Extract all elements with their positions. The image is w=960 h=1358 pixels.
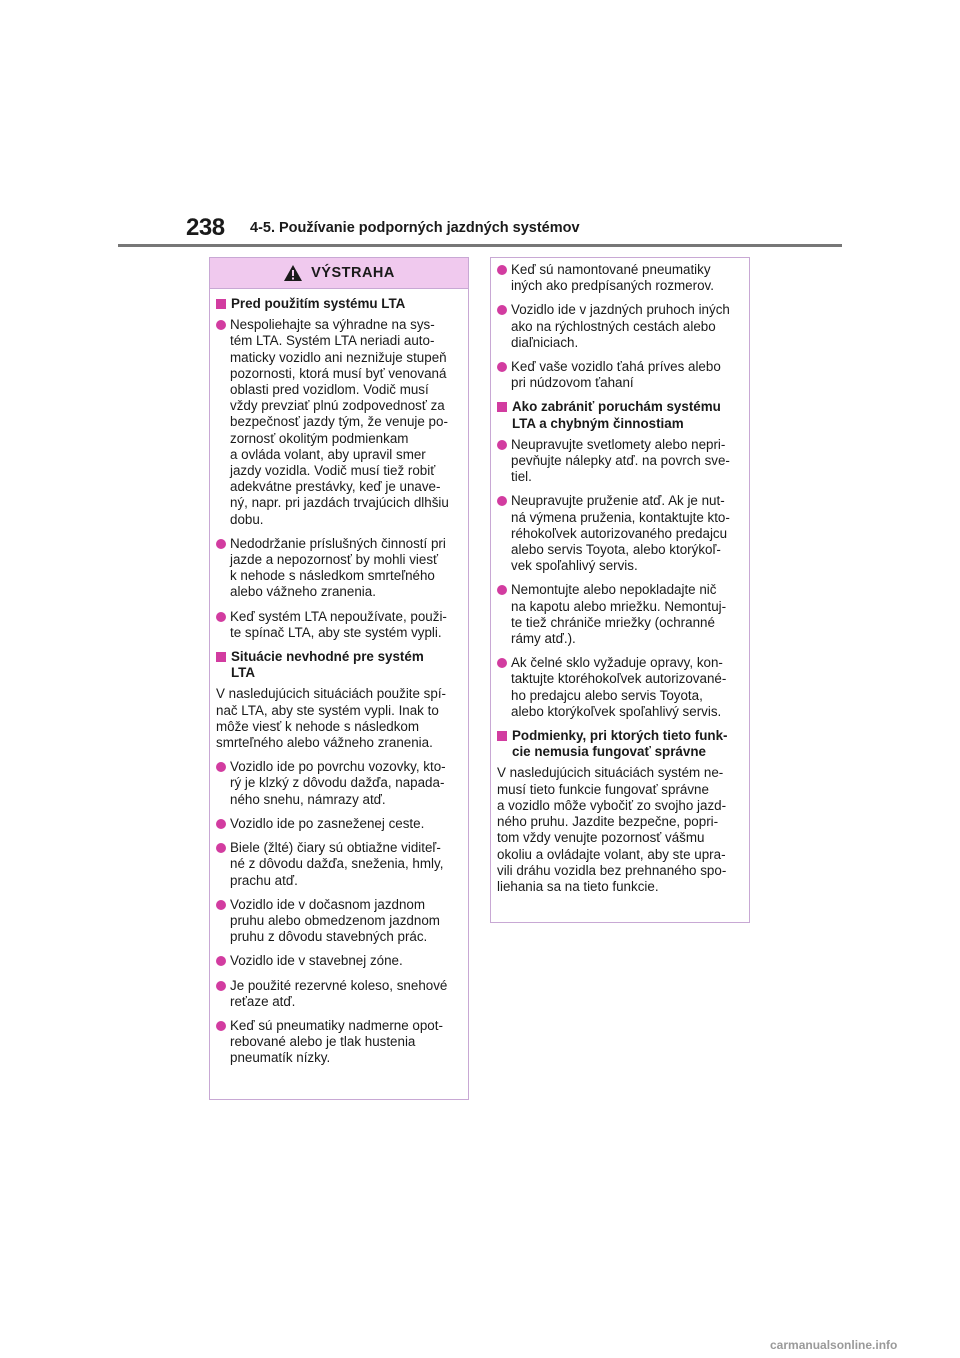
text-line: Keď systém LTA nepoužívate, použi- [230, 608, 447, 624]
paragraph [497, 765, 743, 895]
text-line: adekvátne prestávky, keď je unave- [230, 479, 441, 495]
circle-bullet-icon [497, 362, 507, 372]
text-line: tom vždy venujte pozornosť vášmu [497, 830, 705, 846]
bullet-item [216, 536, 462, 601]
text-line: ako na rýchlostných cestách alebo [511, 318, 716, 334]
warning-box-continued [490, 257, 750, 923]
text-line: alebo servis Toyota, alebo ktorýkoľ- [511, 542, 721, 558]
text-line: okoliu a ovládajte volant, aby ste upra- [497, 846, 726, 862]
text-line: jazdy vozidla. Vodič musí tiež robiť [230, 463, 436, 479]
warning-triangle-icon [283, 264, 303, 282]
text-line: taktujte ktoréhokoľvek autorizované- [511, 671, 727, 687]
text-line: alebo ktorýkoľvek spoľahlivý servis. [511, 703, 722, 719]
page-number: 238 [186, 214, 225, 241]
warning-header [210, 258, 468, 289]
text-line: te spínač LTA, aby ste systém vypli. [230, 624, 442, 640]
bullet-item [497, 302, 743, 351]
text-line: bezpečnosť jazdy tým, že venuje po- [230, 414, 448, 430]
text-line: vždy prevziať plnú zodpovednosť za [230, 398, 445, 414]
warning-title: VÝSTRAHA [311, 265, 395, 281]
text-line: te tiež chrániče mriežky (ochranné [511, 614, 715, 630]
circle-bullet-icon [497, 440, 507, 450]
bullet-item [216, 1018, 462, 1067]
bullet-item [216, 759, 462, 808]
bullet-item [216, 897, 462, 946]
text-line: rý je klzký z dôvodu dažďa, napada- [230, 775, 445, 791]
text-line: Keď sú pneumatiky nadmerne opot- [230, 1017, 443, 1033]
bullet-item [216, 953, 462, 969]
text-line: vek spoľahlivý servis. [511, 558, 638, 574]
text-line: zornosť okolitým podmienkam [230, 430, 409, 446]
text-line: dobu. [230, 511, 264, 527]
text-line: Keď vaše vozidlo ťahá príves alebo [511, 359, 721, 375]
text-line: né z dôvodu dažďa, sneženia, hmly, [230, 856, 444, 872]
text-line: rebované alebo je tlak hustenia [230, 1034, 416, 1050]
text-line: Keď sú namontované pneumatiky [511, 262, 711, 277]
circle-bullet-icon [216, 612, 226, 622]
section-heading [497, 399, 743, 431]
warning-content-right [491, 258, 749, 895]
text-line: pruhu alebo obmedzenom jazdnom [230, 912, 440, 928]
text-line: pozornosti, ktorá musí byť venovaná [230, 365, 447, 381]
text-line: ná výmena pruženia, kontaktujte kto- [511, 509, 730, 525]
text-line: a vozidlo môže vybočiť zo svojho jazd- [497, 797, 727, 813]
text-line: Biele (žlté) čiary sú obtiažne viditeľ- [230, 840, 441, 856]
square-bullet-icon [497, 402, 507, 412]
circle-bullet-icon [216, 762, 226, 772]
text-line: pruhu z dôvodu stavebných prác. [230, 929, 428, 945]
circle-bullet-icon [216, 320, 226, 330]
circle-bullet-icon [216, 900, 226, 910]
square-bullet-icon [216, 299, 226, 309]
text-line: ného snehu, námrazy atď. [230, 791, 386, 807]
text-line: nač LTA, aby ste systém vypli. Inak to [216, 702, 439, 718]
text-line: reťaze atď. [230, 993, 296, 1009]
text-line: liehania sa na tieto funkcie. [497, 878, 659, 894]
circle-bullet-icon [216, 981, 226, 991]
text-line: ného pruhu. Jazdite bezpečne, popri- [497, 814, 719, 830]
circle-bullet-icon [216, 1021, 226, 1031]
text-line: ný, napr. pri jazdách trvajúcich dlhšiu [230, 495, 449, 511]
section-heading [497, 728, 743, 760]
text-line: maticky vozidlo ani neznižuje stupeň [230, 349, 447, 365]
text-line: a ovláda volant, aby upravil smer [230, 446, 426, 462]
text-line: Ako zabrániť poruchám systému [512, 399, 721, 415]
text-line: smrteľného alebo vážneho zranenia. [216, 735, 433, 751]
bullet-item [497, 493, 743, 574]
circle-bullet-icon [216, 843, 226, 853]
text-line: vili dráhu vozidla bez prehnaného spo- [497, 862, 727, 878]
text-line: Nemontujte alebo nepokladajte nič [511, 582, 717, 598]
circle-bullet-icon [216, 539, 226, 549]
text-line: rámy atď.). [511, 631, 576, 647]
text-line: pevňujte nálepky atď. na povrch sve- [511, 453, 730, 469]
bullet-item [497, 655, 743, 720]
text-line: Vozidlo ide po zasneženej ceste. [230, 815, 425, 831]
text-line: diaľniciach. [511, 334, 579, 350]
bullet-item [497, 359, 743, 391]
text-line: pri núdzovom ťahaní [511, 375, 634, 391]
text-line: Vozidlo ide v stavebnej zóne. [230, 953, 403, 969]
bullet-item [497, 437, 743, 486]
text-line: k nehode s následkom smrteľného [230, 568, 435, 584]
text-line: Podmienky, pri ktorých tieto funk- [512, 728, 728, 744]
text-line: V nasledujúcich situáciách použite spí- [216, 686, 447, 702]
header-rule [118, 244, 842, 247]
bullet-item [497, 582, 743, 647]
watermark: carmanualsonline.info [770, 1338, 898, 1352]
bullet-item [497, 262, 743, 294]
text-line: Nedodržanie príslušných činností pri [230, 535, 446, 551]
text-line: LTA a chybným činnostiam [512, 415, 684, 431]
warning-box [209, 257, 469, 1100]
text-line: Pred použitím systému LTA [231, 296, 406, 311]
circle-bullet-icon [216, 819, 226, 829]
text-line: môže viesť k nehode s následkom [216, 718, 420, 734]
bullet-item [216, 978, 462, 1010]
bullet-item [216, 317, 462, 528]
bullet-item [216, 840, 462, 889]
text-line: tém LTA. Systém LTA neriadi auto- [230, 333, 435, 349]
circle-bullet-icon [497, 585, 507, 595]
bullet-item [216, 816, 462, 832]
circle-bullet-icon [497, 496, 507, 506]
text-line: tiel. [511, 469, 532, 485]
text-line: LTA [231, 665, 256, 681]
section-heading [216, 649, 462, 681]
circle-bullet-icon [497, 265, 507, 275]
text-line: musí tieto funkcie fungovať správne [497, 781, 709, 797]
text-line: Ak čelné sklo vyžaduje opravy, kon- [511, 655, 723, 671]
text-line: na kapotu alebo mriežku. Nemontuj- [511, 598, 727, 614]
paragraph [216, 686, 462, 751]
text-line: pneumatík nízky. [230, 1050, 331, 1066]
text-line: Vozidlo ide v dočasnom jazdnom [230, 896, 426, 912]
section-heading [216, 296, 462, 312]
text-line: iných ako predpísaných rozmerov. [511, 278, 714, 294]
circle-bullet-icon [497, 305, 507, 315]
text-line: cie nemusia fungovať správne [512, 744, 706, 760]
square-bullet-icon [497, 731, 507, 741]
text-line: Vozidlo ide v jazdných pruhoch iných [511, 302, 730, 318]
text-line: jazde a nepozornosť by mohli viesť [230, 552, 439, 568]
text-line: oblasti pred vozidlom. Vodič musí [230, 382, 429, 398]
text-line: Situácie nevhodné pre systém [231, 649, 424, 665]
text-line: Neupravujte svetlomety alebo nepri- [511, 436, 726, 452]
page-header [186, 212, 846, 242]
text-line: prachu atď. [230, 872, 298, 888]
text-line: alebo vážneho zranenia. [230, 584, 376, 600]
circle-bullet-icon [216, 956, 226, 966]
text-line: Neupravujte pruženie atď. Ak je nut- [511, 493, 725, 509]
circle-bullet-icon [497, 658, 507, 668]
bullet-item [216, 609, 462, 641]
warning-content-left [210, 289, 468, 1067]
text-line: Je použité rezervné koleso, snehové [230, 977, 448, 993]
section-title: 4-5. Používanie podporných jazdných systémov [250, 220, 580, 236]
text-line: réhokoľvek autorizovaného predajcu [511, 525, 728, 541]
text-line: Vozidlo ide po povrchu vozovky, kto- [230, 759, 446, 775]
text-line: V nasledujúcich situáciách systém ne- [497, 765, 724, 781]
text-line: Nespoliehajte sa výhradne na sys- [230, 317, 435, 333]
square-bullet-icon [216, 652, 226, 662]
text-line: ho predajcu alebo servis Toyota, [511, 687, 703, 703]
